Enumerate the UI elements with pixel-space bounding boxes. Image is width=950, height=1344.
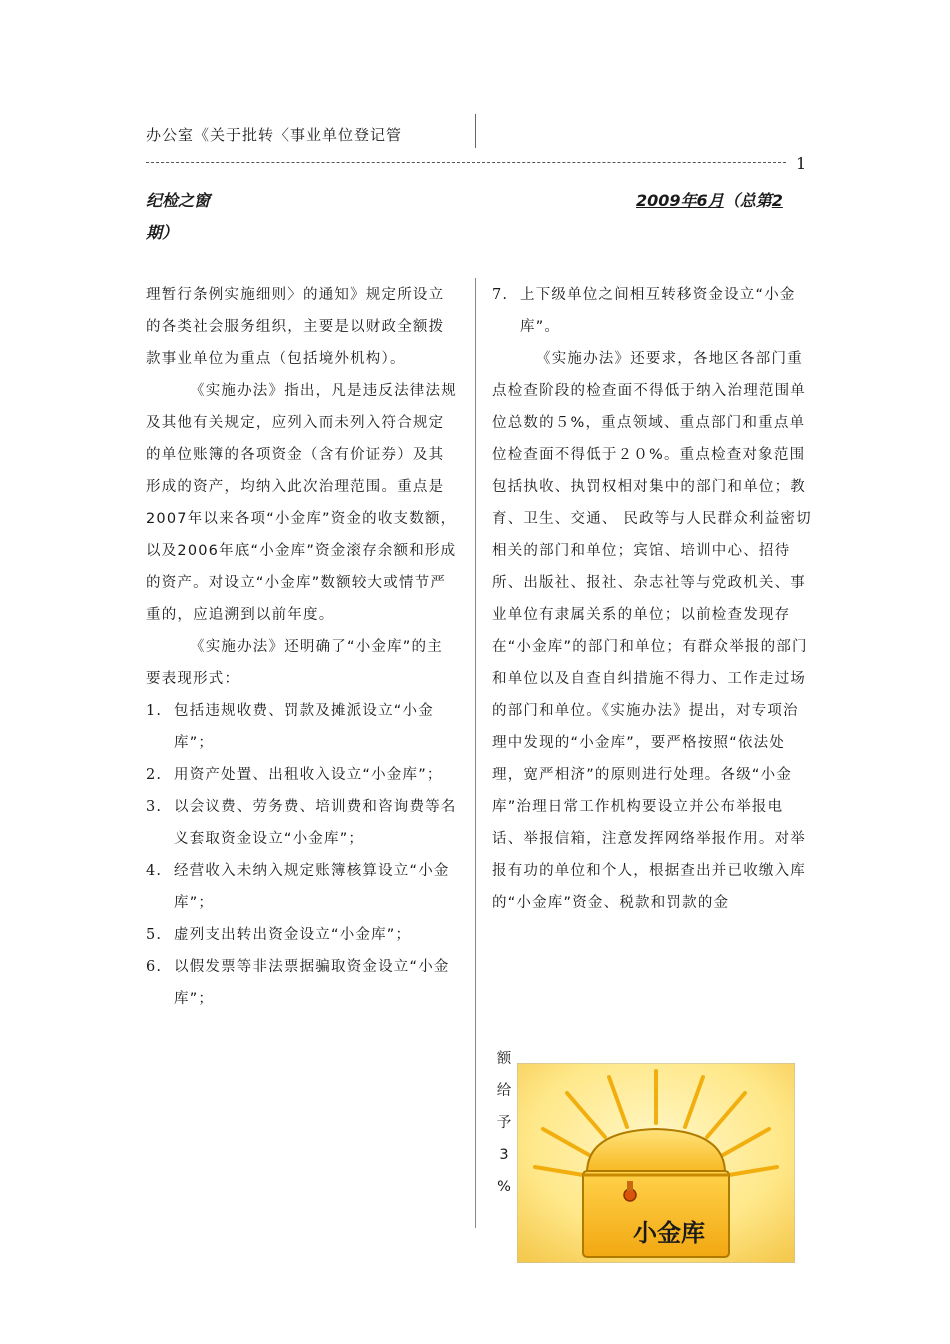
list-number: 7. bbox=[492, 287, 509, 303]
list-text: 虚列支出转出资金设立“小金库”； bbox=[174, 927, 412, 943]
wrapped-char: % bbox=[497, 1179, 511, 1195]
list-item bbox=[146, 791, 458, 855]
list-item bbox=[146, 919, 458, 951]
wrapped-char: 3 bbox=[499, 1147, 509, 1163]
issue-nian: 年 bbox=[680, 191, 697, 210]
left-paragraph-2: 《实施办法》指出，凡是违反法律法规及其他有关规定，应列入而未列入符合规定的单位账簿的各项资金（含有价证券）及其形成的资产，均纳入此次治理范围。重点是2007年以来各项“小金库”资金的收支数额，以及2006年底“小金库”资金滚存余额和形成的资产。对设立“小金库”数额较大或情节严重的，应追溯到以前年度。 bbox=[146, 383, 457, 623]
dashed-rule bbox=[146, 162, 786, 163]
issue-year: 2009 bbox=[636, 191, 681, 210]
left-paragraph-1: 理暂行条例实施细则〉的通知》规定所设立的各类社会服务组织，主要是以财政全额拨款事业单位为重点（包括境外机构）。 bbox=[146, 287, 445, 367]
list-text: 用资产处置、出租收入设立“小金库”； bbox=[174, 767, 443, 783]
issue-number: 2 bbox=[771, 191, 783, 210]
list-text: 包括违规收费、罚款及摊派设立“小金库”； bbox=[174, 703, 434, 751]
page-number: 1 bbox=[796, 154, 807, 173]
list-item bbox=[146, 695, 458, 759]
wrapped-text-beside-image bbox=[493, 1043, 515, 1203]
left-column bbox=[146, 279, 458, 1015]
list-number: 6. bbox=[146, 959, 163, 975]
list-text: 以会议费、劳务费、培训费和咨询费等名义套取资金设立“小金库”； bbox=[174, 799, 457, 847]
list-item bbox=[146, 759, 458, 791]
wrapped-char: 给 bbox=[496, 1083, 512, 1099]
left-paragraph-3: 《实施办法》还明确了“小金库”的主要表现形式： bbox=[146, 639, 443, 687]
title-divider bbox=[475, 114, 476, 148]
list-text: 上下级单位之间相互转移资金设立“小金库”。 bbox=[520, 287, 796, 335]
list-item-7 bbox=[492, 279, 812, 343]
document-title: 办公室《关于批转〈事业单位登记管 bbox=[146, 126, 403, 144]
section-name: 纪检之窗 bbox=[146, 191, 211, 210]
issue-info bbox=[636, 188, 783, 211]
list-number: 1. bbox=[146, 703, 163, 719]
right-paragraph-1: 《实施办法》还要求，各地区各部门重点检查阶段的检查面不得低于纳入治理范围单位总数的５%，重点领域、重点部门和重点单位检查面不得低于２０%。重点检查对象范围包括执收、执罚权相对集中的部门和单位；教育、卫生、交通、 民政等与人民群众利益密切相关的部门和单位；宾馆、培训中心、招待所、出版社、报社、杂志社等与党政机关、事业单位有隶属关系的单位；以前检查发现存在“小金库”的部门和单位；有群众举报的部门和单位以及自查自纠措施不得力、工作走过场的部门和单位。《实施办法》提出，对专项治理中发现的“小金库”，要严格按照“依法处理，宽严相济”的原则进行处理。各级“小金库”治理日常工作机构要设立并公布举报电话、举报信箱，注意发挥网络举报作用。对举报有功的单位和个人，根据查出并已收缴入库的“小金库”资金、税款和罚款的金 bbox=[492, 351, 812, 911]
list-number: 2. bbox=[146, 767, 163, 783]
column-divider bbox=[475, 278, 476, 1228]
issue-yue: 月 bbox=[707, 191, 724, 210]
chest-label: 小金库 bbox=[633, 1219, 705, 1247]
issue-info-cont: 期） bbox=[146, 223, 179, 242]
list-text: 以假发票等非法票据骗取资金设立“小金库”； bbox=[174, 959, 450, 1007]
list-number: 5. bbox=[146, 927, 163, 943]
list-number: 4. bbox=[146, 863, 163, 879]
wrapped-char: 予 bbox=[496, 1115, 512, 1131]
treasure-chest-illustration bbox=[517, 1063, 795, 1263]
list-item bbox=[146, 951, 458, 1015]
list-item bbox=[146, 855, 458, 919]
right-column bbox=[492, 279, 812, 919]
issue-pre: （总第 bbox=[723, 191, 772, 210]
list-number: 3. bbox=[146, 799, 163, 815]
wrapped-char: 额 bbox=[496, 1051, 512, 1067]
list-text: 经营收入未纳入规定账簿核算设立“小金库”； bbox=[174, 863, 450, 911]
issue-month: 6 bbox=[696, 191, 708, 210]
